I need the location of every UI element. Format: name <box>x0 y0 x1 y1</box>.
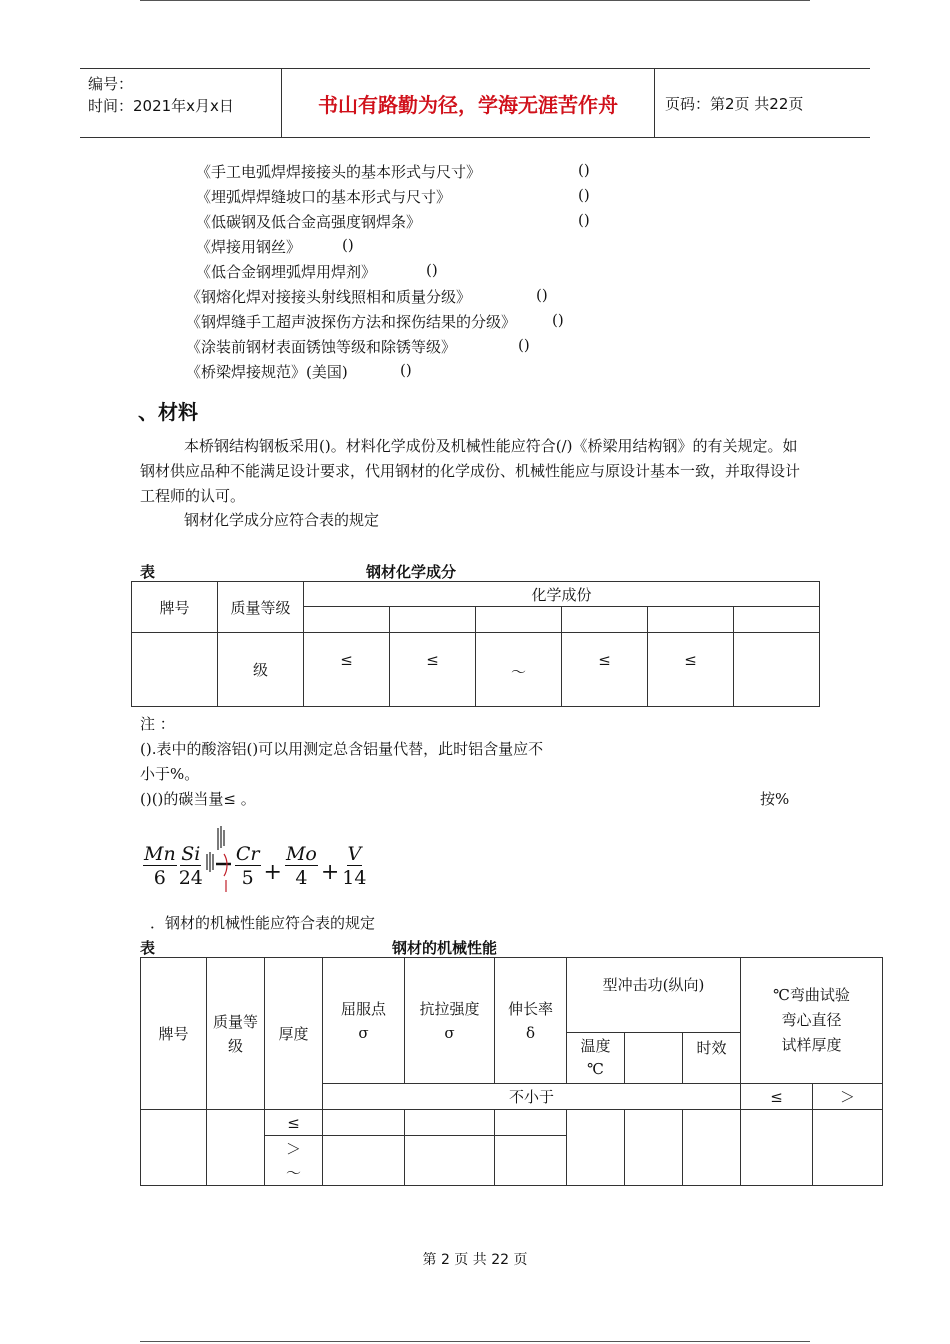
standard-code: () <box>578 161 590 179</box>
limit-cell: ≤ <box>562 633 648 707</box>
limit-cell: ≤ <box>648 633 734 707</box>
formula-numerator: Si <box>181 842 201 865</box>
formula-plus: + <box>320 859 340 885</box>
note2-right: 按% <box>760 790 790 808</box>
col-bend-line3: 试样厚度 <box>781 1036 842 1054</box>
col-elongation-symbol: δ <box>525 1023 536 1042</box>
paragraph-materials: 本桥钢结构钢板采用()。材料化学成份及机械性能应符合(/)《桥梁用结构钢》的有关规定。如钢材供应品种不能满足设计要求，代用钢材的化学成份、机械性能应与原设计基本一致，并取得设计工程师的认可。 <box>140 437 801 505</box>
quality-cell: 级 <box>218 633 304 707</box>
standard-code: () <box>578 211 590 229</box>
table2-label: 表 <box>140 939 156 957</box>
col-yield-symbol: σ <box>358 1023 369 1042</box>
standard-code: () <box>342 236 354 254</box>
paragraph-chem-ref: 钢材化学成分应符合表的规定 <box>184 511 380 529</box>
standard-title: 《手工电弧焊焊接接头的基本形式与尺寸》 <box>196 163 482 181</box>
header-motto: 书山有路勤为径，学海无涯苦作舟 <box>282 69 655 137</box>
thickness-cell <box>265 1136 323 1186</box>
section-title: 、材料 <box>138 400 198 424</box>
formula-denominator: 5 <box>241 866 254 889</box>
formula-plus: + <box>263 859 282 885</box>
formula-numerator: Cr <box>235 842 260 865</box>
standard-code: () <box>426 261 438 279</box>
standard-title: 《埋弧焊焊缝坡口的基本形式与尺寸》 <box>196 188 452 206</box>
thickness-range: ～ <box>285 1163 301 1182</box>
standard-code: () <box>578 186 590 204</box>
notes-label: 注 ： <box>140 715 175 733</box>
formula-denominator: 14 <box>342 866 367 889</box>
standard-title: 《低合金钢埋弧焊用焊剂》 <box>196 263 377 281</box>
formula-garbled-glyph <box>204 824 234 894</box>
quality-cell <box>207 1110 265 1186</box>
limit-cell: ～ <box>476 633 562 707</box>
formula-denominator: 24 <box>178 866 203 889</box>
formula-numerator: Mn <box>144 842 176 865</box>
col-tensile <box>405 958 495 1084</box>
formula-term <box>285 843 318 890</box>
table2-title: 钢材的机械性能 <box>392 939 498 957</box>
tensile-cell <box>405 1110 495 1136</box>
col-temperature <box>567 1033 625 1084</box>
col-impact-value <box>625 1033 683 1084</box>
mechanical-properties-table <box>140 957 883 1186</box>
standard-title: 《低碳钢及低合金高强度钢焊条》 <box>196 213 422 231</box>
col-quality: 质量等级 <box>218 582 304 633</box>
note2: ()()的碳当量≤ 。 <box>140 790 256 808</box>
yield-cell <box>323 1136 405 1186</box>
standard-title: 《涂装前钢材表面锈蚀等级和除锈等级》 <box>186 338 457 356</box>
table1-label: 表 <box>140 563 156 581</box>
col-yield <box>323 958 405 1084</box>
not-less-than: 不小于 <box>323 1084 741 1110</box>
col-grade: 牌号 <box>132 582 218 633</box>
limit-cell <box>734 633 820 707</box>
time-label: 时间：2021年x月x日 <box>88 97 234 115</box>
header-meta <box>80 69 282 137</box>
chem-element-cell <box>476 607 562 633</box>
col-thickness: 厚度 <box>265 958 323 1110</box>
formula-denominator: 4 <box>295 866 308 889</box>
standard-title: 《桥梁焊接规范》(美国) <box>186 363 348 381</box>
standard-code: () <box>536 286 548 304</box>
standard-code: () <box>518 336 530 354</box>
col-elongation-label: 伸长率 <box>507 999 553 1018</box>
bend-gt-cell <box>813 1110 883 1186</box>
bend-le: ≤ <box>741 1084 813 1110</box>
elongation-cell <box>495 1136 567 1186</box>
standard-title: 《钢熔化焊对接接头射线照相和质量分级》 <box>186 288 472 306</box>
col-grade: 牌号 <box>141 958 207 1110</box>
carbon-equivalent-formula <box>142 838 367 894</box>
note1-line-b: 小于%。 <box>140 765 200 783</box>
chem-element-cell <box>390 607 476 633</box>
chem-element-cell <box>304 607 390 633</box>
bend-le-cell <box>741 1110 813 1186</box>
standard-title: 《焊接用钢丝》 <box>196 238 302 256</box>
aging-cell <box>683 1110 741 1186</box>
document-header <box>80 68 870 138</box>
top-rule <box>140 0 810 1</box>
code-label: 编号： <box>88 75 134 93</box>
header-page-label: 页码：第2页 共22页 <box>665 94 804 113</box>
col-temperature-unit: ℃ <box>587 1060 604 1078</box>
col-bend <box>741 958 883 1084</box>
yield-cell <box>323 1110 405 1136</box>
note1-line-a: ().表中的酸溶铝()可以用测定总含铝量代替，此时铝含量应不 <box>140 740 544 758</box>
thickness-gt: ＞ <box>285 1139 301 1158</box>
formula-numerator: V <box>347 842 362 865</box>
tensile-cell <box>405 1136 495 1186</box>
col-temperature-label: 温度 <box>580 1037 611 1055</box>
limit-cell: ≤ <box>304 633 390 707</box>
formula-term <box>235 843 261 890</box>
col-elongation <box>495 958 567 1084</box>
formula-term <box>179 843 203 890</box>
col-quality: 质量等级 <box>207 958 265 1110</box>
col-yield-label: 屈服点 <box>340 999 386 1018</box>
formula-denominator: 6 <box>153 866 166 889</box>
chem-element-cell <box>734 607 820 633</box>
bend-gt: ＞ <box>813 1084 883 1110</box>
standard-code: () <box>400 361 412 379</box>
page-footer: 第 2 页 共 22 页 <box>422 1252 528 1268</box>
bottom-rule <box>140 1341 810 1342</box>
grade-cell <box>141 1110 207 1186</box>
formula-term <box>143 843 177 890</box>
standard-title: 《钢焊缝手工超声波探伤方法和探伤结果的分级》 <box>186 313 517 331</box>
standard-code: () <box>552 311 564 329</box>
col-bend-line1: ℃弯曲试验 <box>773 986 850 1004</box>
table1-title: 钢材化学成分 <box>366 563 457 581</box>
elongation-cell <box>495 1110 567 1136</box>
formula-numerator: Mo <box>285 842 317 865</box>
col-chem: 化学成份 <box>304 582 820 607</box>
thickness-cell: ≤ <box>265 1110 323 1136</box>
temperature-cell <box>567 1110 625 1186</box>
col-aging: 时效 <box>683 1033 741 1084</box>
col-tensile-symbol: σ <box>444 1023 455 1042</box>
col-bend-line2: 弯心直径 <box>781 1011 842 1029</box>
chem-element-cell <box>648 607 734 633</box>
chem-element-cell <box>562 607 648 633</box>
paragraph-mech-ref: ．钢材的机械性能应符合表的规定 <box>150 914 376 932</box>
col-tensile-label: 抗拉强度 <box>419 999 480 1018</box>
formula-term <box>342 843 366 890</box>
col-impact: 型冲击功(纵向) <box>567 958 741 1033</box>
limit-cell: ≤ <box>390 633 476 707</box>
impact-cell <box>625 1110 683 1186</box>
chemical-composition-table <box>131 581 820 707</box>
grade-cell <box>132 633 218 707</box>
